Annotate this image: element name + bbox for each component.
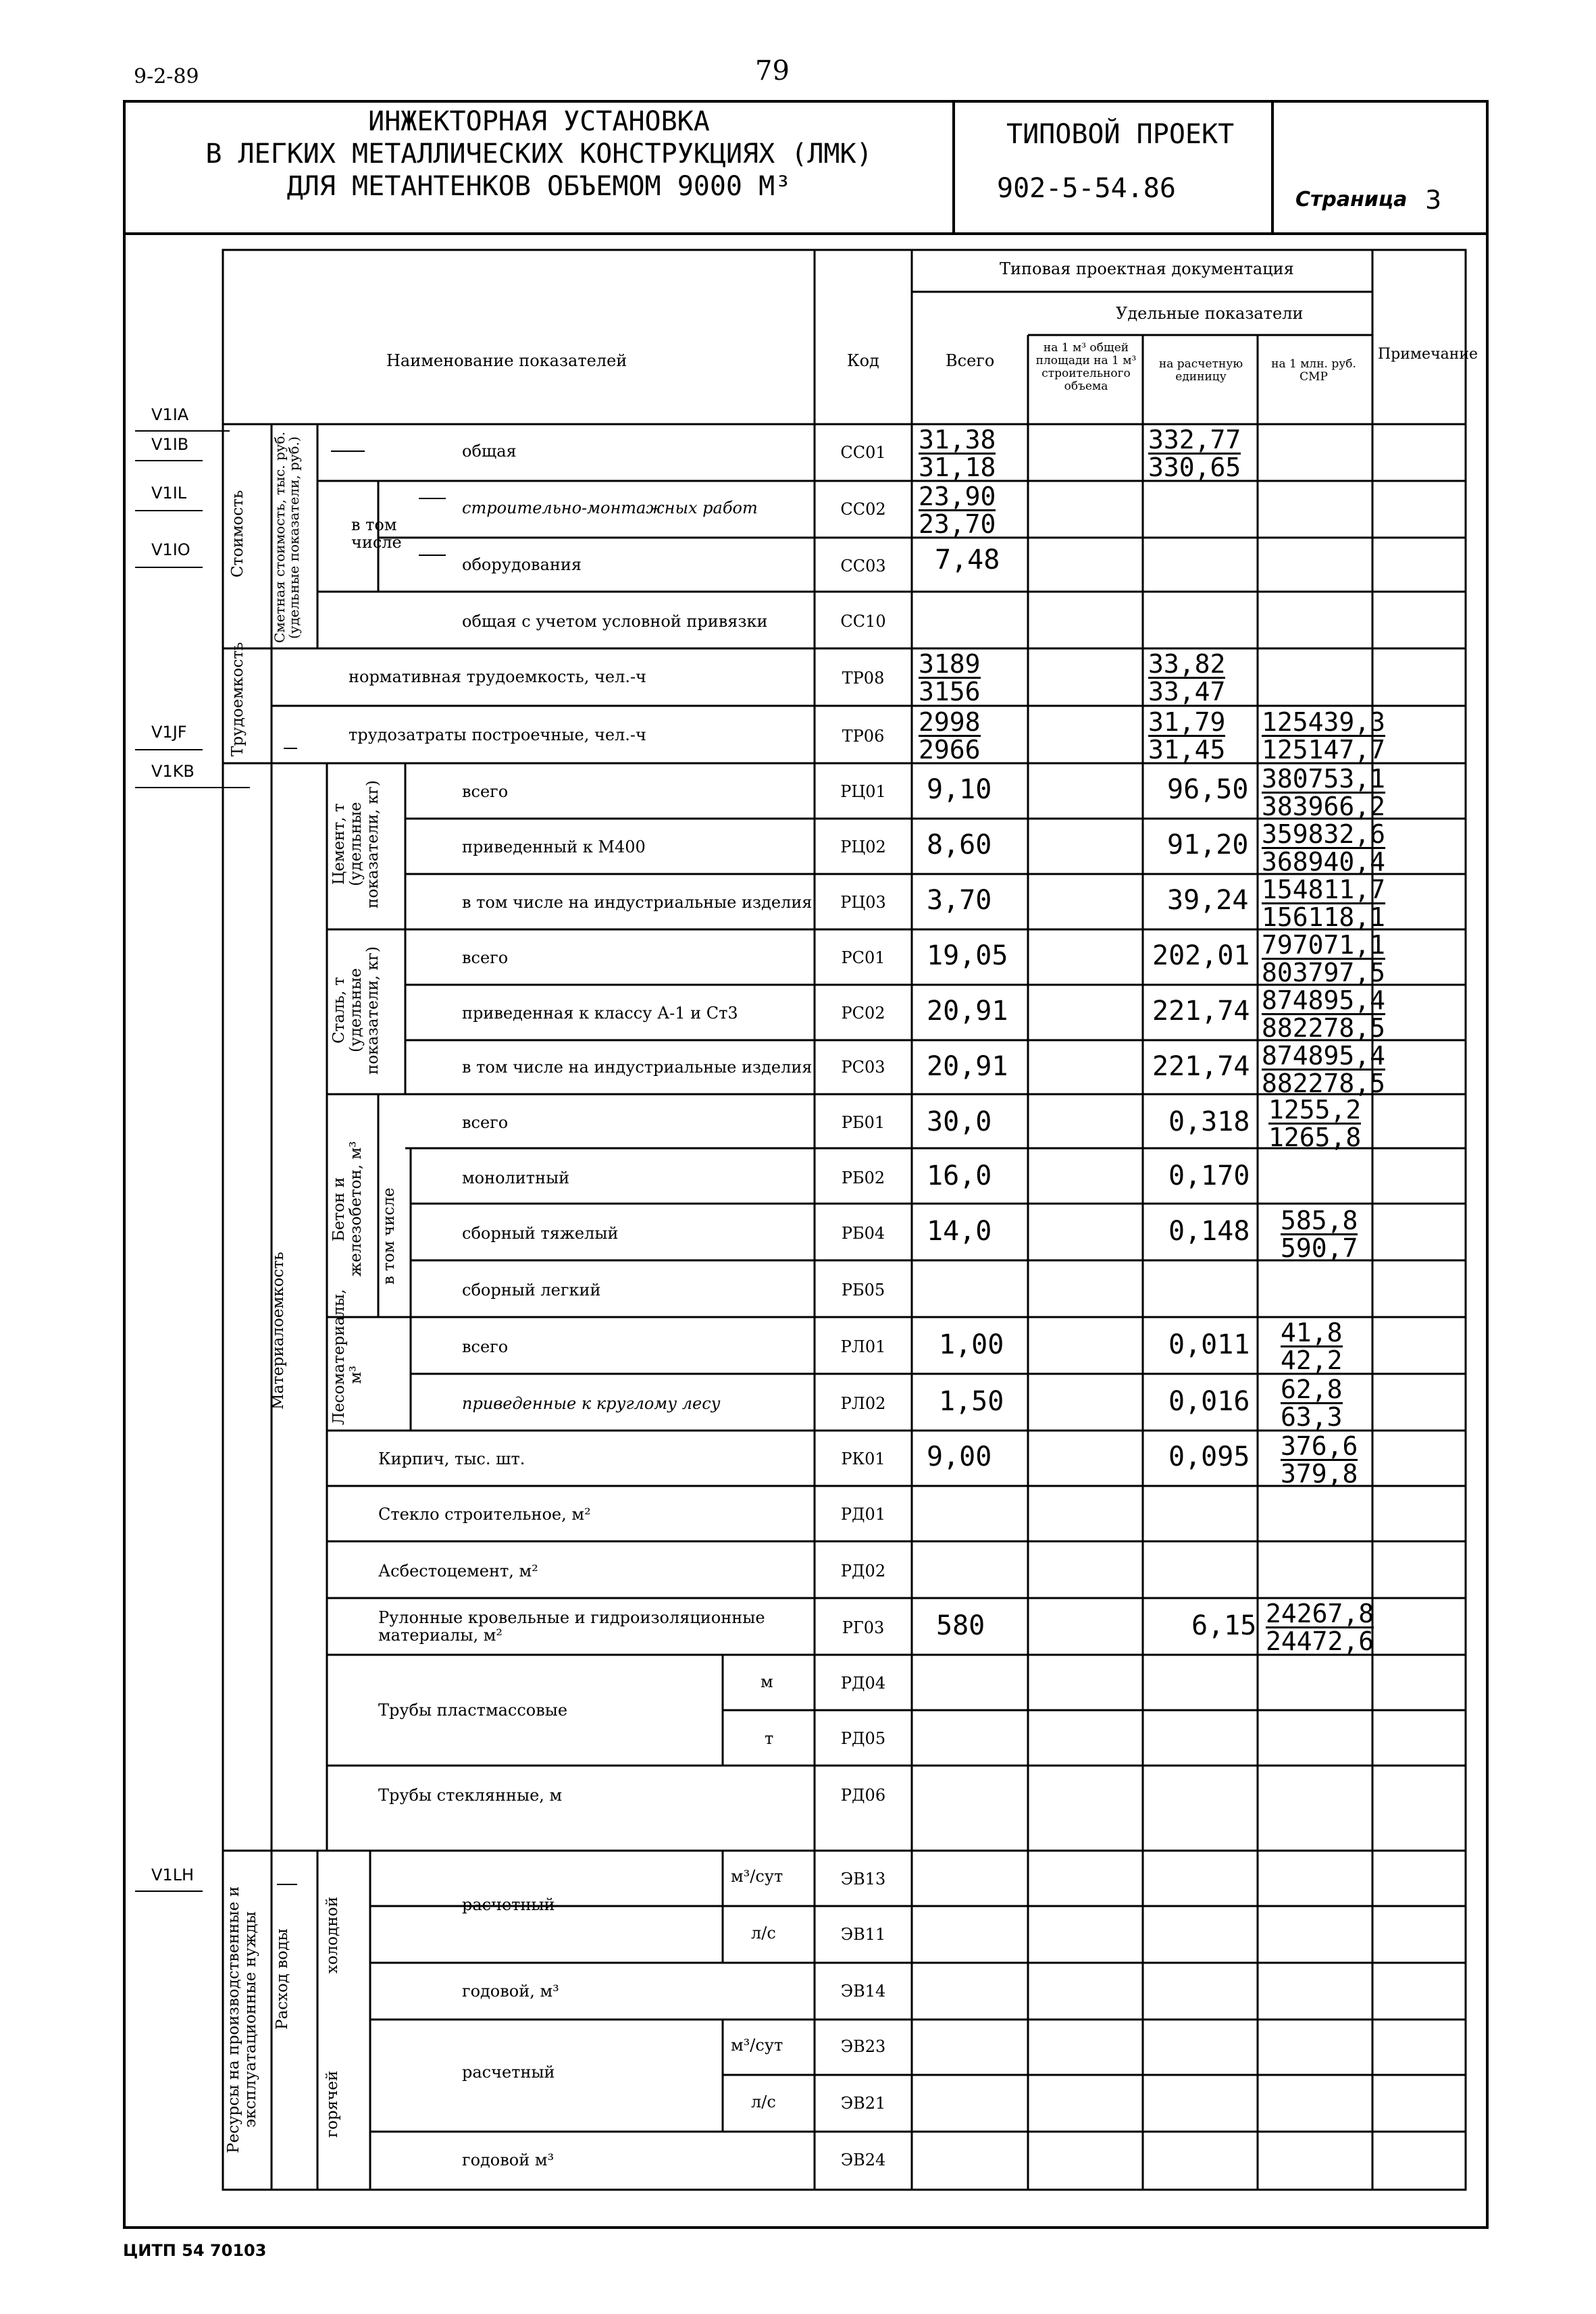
row-label: монолитный — [462, 1168, 570, 1187]
unit-cell: м³/сут — [731, 1867, 783, 1886]
group-cost: Стоимость — [229, 490, 247, 577]
row-label: приведенные к круглому лесу — [462, 1394, 721, 1413]
code-cell: РЦ01 — [840, 782, 886, 801]
row-label: Трубы пластмассовые — [378, 1701, 568, 1720]
row-label: нормативная трудоемкость, чел.-ч — [349, 667, 646, 686]
code-cell: ТР06 — [842, 727, 885, 746]
per-mln-cell: $\frac{125439,3}{125147,7}$ — [1262, 707, 1386, 765]
code-cell: РД05 — [840, 1729, 886, 1748]
page-value: 3 — [1425, 185, 1442, 215]
per-mln-cell: $\frac{359832,6}{368940,4}$ — [1262, 819, 1386, 877]
row-label: трудозатраты построечные, чел.-ч — [349, 725, 646, 744]
group-cold: холодной — [324, 1897, 341, 1974]
marker-v1il: V1IL — [151, 484, 187, 503]
col-group-header: Типовая проектная документация — [1000, 259, 1294, 278]
title-line-1: ИНЖЕКТОРНАЯ УСТАНОВКА — [368, 106, 710, 137]
code-cell: РЛ02 — [840, 1394, 886, 1413]
unit-cell: л/с — [751, 2092, 776, 2111]
total-cell: 7,48 — [935, 544, 1000, 575]
group-hot: горячей — [324, 2070, 341, 2138]
marker-v1jf: V1JF — [151, 723, 187, 742]
total-cell: $\frac{31,38}{31,18}$ — [919, 425, 996, 482]
per-unit-cell: 96,50 — [1167, 774, 1249, 805]
row-label: всего — [462, 1113, 509, 1132]
row-label: общая с учетом условной привязки — [462, 612, 768, 631]
row-label: Рулонные кровельные и гидроизоляционные материалы, м² — [378, 1608, 765, 1645]
total-cell: 20,91 — [927, 996, 1008, 1027]
col-per-mln-header: на 1 млн. руб. СМР — [1271, 357, 1356, 384]
marker-v1kb: V1KB — [151, 762, 195, 781]
code-cell: ТР08 — [842, 669, 885, 688]
project-number: 902-5-54.86 — [997, 173, 1176, 204]
code-cell: ЭВ23 — [840, 2037, 886, 2056]
row-label: расчетный — [462, 2063, 555, 2082]
row-label: всего — [462, 782, 509, 801]
doc-code: 9-2-89 — [134, 65, 199, 88]
row-label: Кирпич, тыс. шт. — [378, 1449, 525, 1468]
total-cell: 9,10 — [927, 774, 992, 805]
code-cell: РЦ02 — [840, 838, 886, 856]
row-label: всего — [462, 948, 509, 967]
row-label: в том числе на индустриальные изделия — [462, 1058, 813, 1077]
per-mln-cell: $\frac{797071,1}{803797,5}$ — [1262, 930, 1386, 987]
row-label: сборный тяжелый — [462, 1224, 619, 1243]
per-unit-cell: 221,74 — [1152, 996, 1250, 1027]
code-cell: РС01 — [841, 948, 885, 967]
per-unit-cell: 6,15 — [1191, 1610, 1257, 1641]
total-cell: 3,70 — [927, 885, 992, 916]
title-line-2: В ЛЕГКИХ МЕТАЛЛИЧЕСКИХ КОНСТРУКЦИЯХ (ЛМК) — [205, 138, 873, 170]
code-cell: РД01 — [840, 1505, 886, 1524]
per-mln-cell: $\frac{874895,4}{882278,5}$ — [1262, 1041, 1386, 1098]
total-cell: 8,60 — [927, 829, 992, 860]
col-total-header: Всего — [946, 351, 995, 370]
row-label: приведенный к М400 — [462, 838, 646, 856]
group-including: в том числе — [351, 515, 402, 552]
group-concrete: Бетон и железобетон, м³ — [330, 1141, 365, 1277]
project-label: ТИПОВОЙ ПРОЕКТ — [1006, 119, 1235, 150]
per-unit-cell: 0,011 — [1168, 1329, 1250, 1360]
per-mln-cell: $\frac{41,8}{42,2}$ — [1281, 1318, 1343, 1375]
group-materials: Материалоемкость — [269, 1252, 287, 1410]
per-mln-cell: $\frac{1255,2}{1265,8}$ — [1268, 1095, 1362, 1152]
per-unit-cell: 0,170 — [1168, 1160, 1250, 1191]
code-cell: СС02 — [840, 500, 886, 519]
row-label: Трубы стеклянные, м — [378, 1786, 563, 1805]
code-cell: ЭВ24 — [840, 2151, 886, 2169]
total-cell: 19,05 — [927, 940, 1008, 971]
row-label: сборный легкий — [462, 1281, 601, 1300]
code-cell: РС02 — [841, 1004, 885, 1023]
code-cell: РЦ03 — [840, 893, 886, 912]
code-cell: РД04 — [840, 1674, 886, 1693]
group-steel: Сталь, т (удельные показатели, кг) — [330, 946, 382, 1075]
row-label: годовой, м³ — [462, 1982, 559, 2001]
row-label: общая — [462, 442, 517, 461]
marker-v1lh: V1LH — [151, 1866, 195, 1884]
per-unit-cell: 202,01 — [1152, 940, 1250, 971]
marker-v1io: V1IO — [151, 540, 190, 559]
code-cell: РБ05 — [841, 1281, 885, 1300]
col-note-header: Примечание — [1378, 346, 1478, 363]
total-cell: $\frac{23,90}{23,70}$ — [919, 482, 996, 539]
footer-code: ЦИТП 54 70103 — [123, 2241, 267, 2260]
per-unit-cell: $\frac{332,77}{330,65}$ — [1148, 425, 1241, 482]
per-unit-cell: 39,24 — [1167, 885, 1249, 916]
row-label: приведенная к классу А-1 и Ст3 — [462, 1004, 738, 1023]
row-label: Стекло строительное, м² — [378, 1505, 591, 1524]
code-cell: РК01 — [841, 1449, 885, 1468]
code-cell: РБ04 — [841, 1224, 885, 1243]
total-cell: $\frac{3189}{3156}$ — [919, 649, 981, 706]
per-unit-cell: $\frac{31,79}{31,45}$ — [1148, 707, 1226, 765]
title-line-3: ДЛЯ МЕТАНТЕНКОВ ОБЪЕМОМ 9000 М³ — [286, 171, 792, 202]
total-cell: 30,0 — [927, 1106, 992, 1137]
unit-cell: л/с — [751, 1924, 776, 1943]
per-mln-cell: $\frac{874895,4}{882278,5}$ — [1262, 985, 1386, 1043]
col-per-m3-header: на 1 м³ общей площади на 1 м³ строительного объема — [1035, 341, 1137, 393]
per-unit-cell: 221,74 — [1152, 1051, 1250, 1082]
code-cell: СС03 — [840, 557, 886, 575]
marker-v1ia: V1IA — [151, 405, 189, 424]
marker-v1ib: V1IB — [151, 435, 189, 454]
code-cell: РД06 — [840, 1786, 886, 1805]
code-cell: РГ03 — [842, 1618, 885, 1637]
per-unit-cell: 0,148 — [1168, 1216, 1250, 1247]
col-specific-header: Удельные показатели — [1116, 304, 1304, 323]
row-label: Асбестоцемент, м² — [378, 1562, 538, 1580]
total-cell: 580 — [936, 1610, 985, 1641]
group-labor: Трудоемкость — [229, 642, 247, 756]
row-label: годовой м³ — [462, 2151, 555, 2169]
code-cell: РБ01 — [841, 1113, 885, 1132]
group-water: Расход воды — [274, 1928, 291, 2030]
unit-cell: т — [765, 1729, 774, 1748]
row-label: в том числе на индустриальные изделия — [462, 893, 813, 912]
total-cell: 16,0 — [927, 1160, 992, 1191]
col-code-header: Код — [847, 351, 879, 370]
code-cell: СС01 — [840, 443, 886, 462]
row-label: строительно-монтажных работ — [462, 498, 758, 517]
code-cell: РЛ01 — [840, 1337, 886, 1356]
code-cell: ЭВ13 — [840, 1870, 886, 1888]
total-cell: 20,91 — [927, 1051, 1008, 1082]
code-cell: ЭВ14 — [840, 1982, 886, 2001]
group-timber: Лесоматериалы, м³ — [330, 1289, 365, 1425]
per-unit-cell: 91,20 — [1167, 829, 1249, 860]
per-unit-cell: 0,016 — [1168, 1386, 1250, 1417]
total-cell: 1,50 — [939, 1386, 1004, 1417]
per-mln-cell: $\frac{62,8}{63,3}$ — [1281, 1374, 1343, 1432]
per-mln-cell: $\frac{376,6}{379,8}$ — [1281, 1431, 1358, 1489]
code-cell: РД02 — [840, 1562, 886, 1580]
code-cell: ЭВ21 — [840, 2094, 886, 2113]
row-label: оборудования — [462, 555, 582, 574]
per-unit-cell: 0,318 — [1168, 1106, 1250, 1137]
per-mln-cell: $\frac{24267,8}{24472,6}$ — [1266, 1599, 1374, 1656]
row-label: всего — [462, 1337, 509, 1356]
col-name-header: Наименование показателей — [386, 351, 627, 370]
code-cell: РБ02 — [841, 1168, 885, 1187]
code-cell: РС03 — [841, 1058, 885, 1077]
total-cell: 14,0 — [927, 1216, 992, 1247]
group-resources: Ресурсы на производственные и эксплуатационные нужды — [225, 1886, 259, 2153]
per-unit-cell: 0,095 — [1168, 1441, 1250, 1472]
group-cement: Цемент, т (удельные показатели, кг) — [330, 780, 382, 908]
total-cell: 1,00 — [939, 1329, 1004, 1360]
code-cell: СС10 — [840, 612, 886, 631]
row-label: расчетный — [462, 1895, 555, 1914]
per-unit-cell: $\frac{33,82}{33,47}$ — [1148, 649, 1226, 706]
per-mln-cell: $\frac{380753,1}{383966,2}$ — [1262, 764, 1386, 821]
total-cell: 9,00 — [927, 1441, 992, 1472]
unit-cell: м³/сут — [731, 2036, 783, 2055]
total-cell: $\frac{2998}{2966}$ — [919, 707, 981, 765]
page-number: 79 — [755, 55, 790, 86]
group-cost-sub: Сметная стоимость, тыс. руб. (удельные показатели, руб.) — [272, 432, 302, 644]
group-concrete-incl: в том числе — [380, 1187, 398, 1285]
code-cell: ЭВ11 — [840, 1925, 886, 1944]
per-mln-cell: $\frac{154811,7}{156118,1}$ — [1262, 875, 1386, 932]
per-mln-cell: $\frac{585,8}{590,7}$ — [1281, 1206, 1358, 1263]
col-per-unit-header: на расчетную единицу — [1158, 357, 1243, 384]
page-label: Страница — [1295, 188, 1408, 211]
unit-cell: м — [761, 1672, 773, 1691]
